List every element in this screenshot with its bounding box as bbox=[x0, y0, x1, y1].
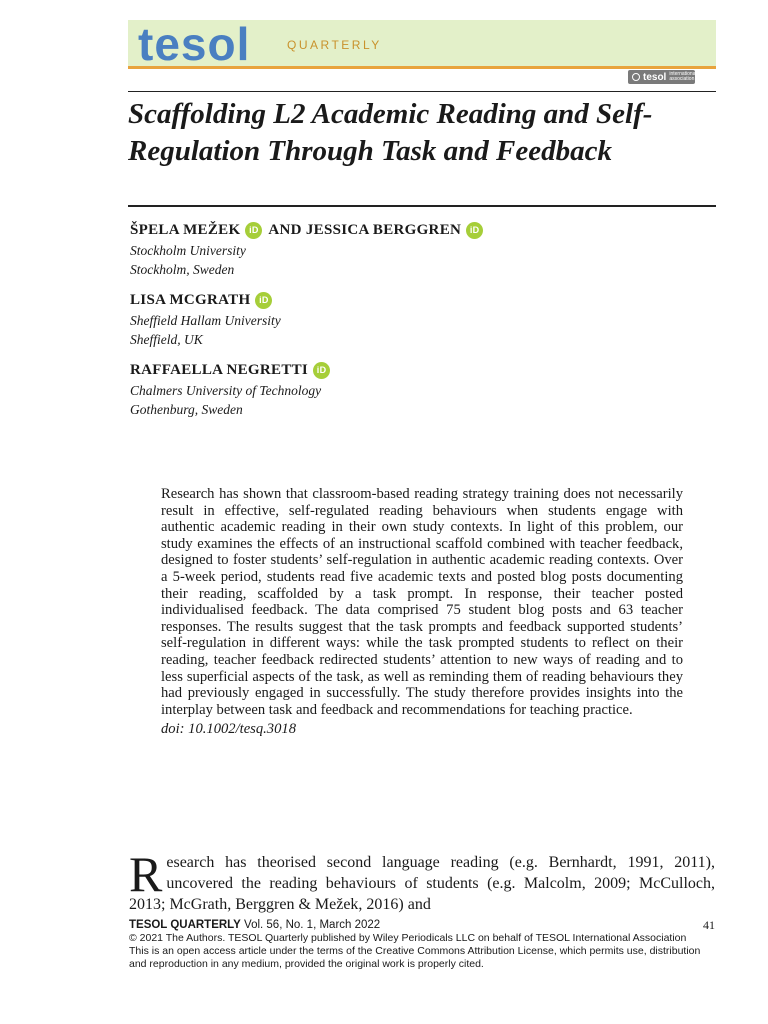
page-footer bbox=[129, 919, 715, 971]
license-line: This is an open access article under the terms of the Creative Commons Attribution License, which permits use, distribution bbox=[129, 945, 701, 957]
author-name: ŠPELA MEŽEK bbox=[130, 222, 241, 238]
affiliation: Sheffield Hallam University bbox=[130, 313, 281, 328]
body-paragraph bbox=[129, 846, 715, 915]
drop-cap: R bbox=[129, 846, 163, 902]
journal-citation-line bbox=[129, 919, 715, 932]
page-number: 41 bbox=[703, 918, 715, 932]
abstract-text: Research has shown that classroom-based reading strategy training does not necessarily result in effective, self-regulated reading behaviours when students engage with authentic academic reading in their own study contexts. In light of this problem, our study examines the effects of an instructional scaffold combined with teacher feedback, designed to foster students’ self-regulation in authentic academic reading contexts. Over a 5-week period, students read five academic texts and posted blog posts documenting their reading, scaffolded by a task prompt. In response, their teacher posted individualised feedback. The data comprised 75 student blog posts and 63 teacher responses. The results suggest that the task prompts and feedback supported students’ self-regulation in different ways: while the task prompted students to reflect on their reading, teacher feedback redirected students’ attention to new ways of reading and to less superficial aspects of the task, as well as reminding them of reading behaviours they had previously engaged in successfully. The study therefore provides insights into the interplay between task and feedback and recommendations for teaching practice. bbox=[161, 486, 683, 718]
author-name: LISA MCGRATH bbox=[130, 292, 251, 308]
globe-icon bbox=[632, 73, 640, 81]
author-line-2 bbox=[130, 289, 716, 311]
author-name: RAFFAELLA NEGRETTI bbox=[130, 362, 309, 378]
tesol-logo: tesol bbox=[138, 18, 251, 70]
affiliation-location: Gothenburg, Sweden bbox=[130, 402, 243, 417]
orcid-icon[interactable]: iD bbox=[313, 362, 330, 379]
author-line-3 bbox=[130, 359, 716, 381]
affiliation-location: Stockholm, Sweden bbox=[130, 262, 235, 277]
badge-small-text: international association bbox=[669, 71, 697, 82]
author-line-1 bbox=[130, 219, 716, 241]
orcid-icon[interactable]: iD bbox=[245, 222, 262, 239]
license-line: and reproduction in any medium, provided the original work is properly cited. bbox=[129, 958, 484, 970]
article-title: Scaffolding L2 Academic Reading and Self-Regulation Through Task and Feedback bbox=[128, 98, 653, 167]
orcid-icon[interactable]: iD bbox=[255, 292, 272, 309]
body-text: esearch has theorised second language reading (e.g. Bernhardt, 1991, 2011), uncovered the reading behaviours of students (e.g. Malcolm, 2009; McCulloch, 2013; McGrath, Berggren & Mežek, 2016) and bbox=[129, 854, 715, 913]
doi-link[interactable]: doi: 10.1002/tesq.3018 bbox=[161, 721, 296, 738]
affiliation: Stockholm University bbox=[130, 243, 246, 258]
badge-label: tesol bbox=[643, 71, 667, 83]
affiliation-location: Sheffield, UK bbox=[130, 332, 203, 347]
author-block bbox=[130, 219, 716, 419]
copyright-line: © 2021 The Authors. TESOL Quarterly published by Wiley Periodicals LLC on behalf of TESOL International Association bbox=[129, 932, 687, 944]
orcid-icon[interactable]: iD bbox=[466, 222, 483, 239]
quarterly-wordmark: QUARTERLY bbox=[287, 38, 382, 52]
title-bottom-rule bbox=[128, 205, 716, 207]
abstract bbox=[161, 486, 683, 738]
title-top-rule bbox=[128, 91, 716, 92]
journal-name: TESOL QUARTERLY bbox=[129, 919, 241, 931]
affiliation: Chalmers University of Technology bbox=[130, 383, 322, 398]
author-name: AND JESSICA BERGGREN bbox=[268, 222, 462, 238]
volume-info: Vol. 56, No. 1, March 2022 bbox=[244, 919, 381, 931]
tesol-association-badge bbox=[628, 70, 695, 84]
